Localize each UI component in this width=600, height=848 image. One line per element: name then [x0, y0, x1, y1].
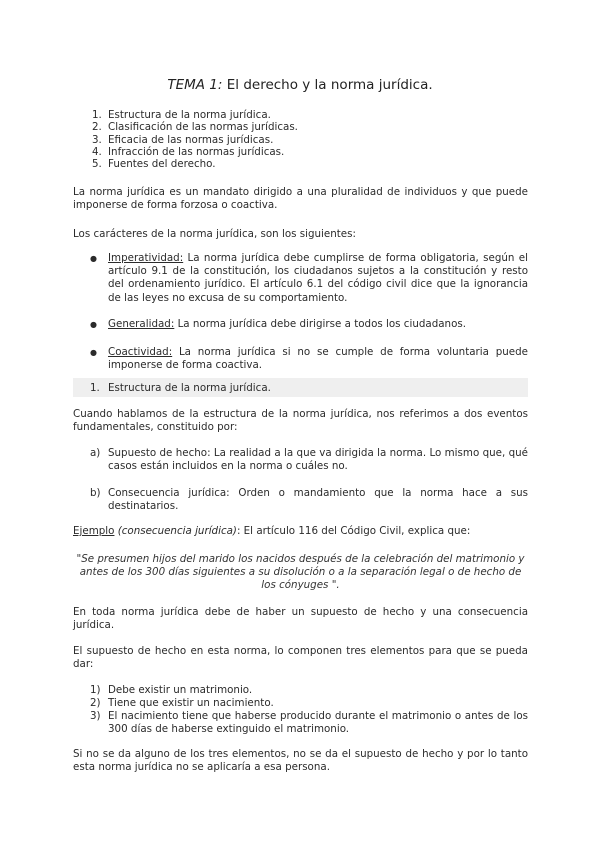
elemento-matrimonio: Debe existir un matrimonio. — [108, 684, 253, 696]
conclusion-paragraph: Si no se da alguno de los tres elementos, no se da el supuesto de hecho y por lo tanto esta norma jurídica no se aplicaría a esa persona. — [73, 748, 528, 774]
article-quote: "Se presumen hijos del marido los nacidos después de la celebración del matrimonio y antes de los 300 días siguientes a su disolución o a la separación legal o de hecho de los cónyuges ". — [76, 553, 525, 592]
bullet-icon: ● — [90, 320, 97, 329]
toc-item: 2. Clasificación de las normas jurídicas. — [92, 121, 298, 134]
number-marker: 3) — [90, 710, 101, 722]
toda-norma-paragraph: En toda norma jurídica debe de haber un supuesto de hecho y una consecuencia jurídica. — [73, 606, 528, 632]
bullet-icon: ● — [90, 254, 97, 263]
table-of-contents — [92, 109, 298, 170]
section-heading: Estructura de la norma jurídica. — [108, 382, 271, 394]
toc-item: 1. Estructura de la norma jurídica. — [92, 109, 271, 121]
number-marker: 1) — [90, 684, 101, 696]
bullet-imperatividad: Imperatividad: La norma jurídica debe cumplirse de forma obligatoria, según el artículo 9.1 de la constitución, los ciudadanos sujetos a la constitución y resto del ordenamiento jurídico. El artículo 6.1 del código civil dice que la ignorancia de las leyes no excusa de su comportamiento. — [108, 252, 528, 304]
letter-marker: a) — [90, 447, 101, 459]
bullet-generalidad: Generalidad: La norma jurídica debe dirigirse a todos los ciudadanos. — [108, 318, 467, 330]
estructura-intro: Cuando hablamos de la estructura de la norma jurídica, nos referimos a dos eventos fundamentales, constituido por: — [73, 408, 528, 434]
supuesto-intro: El supuesto de hecho en esta norma, lo componen tres elementos para que se pueda dar: — [73, 645, 528, 671]
title-prefix: TEMA 1: — [167, 77, 223, 93]
bullet-coactividad: Coactividad: La norma jurídica si no se cumple de forma voluntaria puede imponerse de forma coactiva. — [108, 346, 528, 372]
title-text: El derecho y la norma jurídica. — [222, 77, 433, 93]
caracteres-intro: Los carácteres de la norma jurídica, son los siguientes: — [73, 228, 356, 240]
toc-item: 5. Fuentes del derecho. — [92, 158, 216, 171]
intro-paragraph: La norma jurídica es un mandato dirigido a una pluralidad de individuos y que puede imponerse de forma forzosa o coactiva. — [73, 186, 528, 212]
elemento-durante-matrimonio: El nacimiento tiene que haberse producido durante el matrimonio o antes de los 300 días de haberse extinguido el matrimonio. — [108, 710, 528, 736]
letter-marker: b) — [90, 487, 101, 499]
elemento-nacimiento: Tiene que existir un nacimiento. — [108, 697, 274, 709]
supuesto-de-hecho-item: Supuesto de hecho: La realidad a la que va dirigida la norma. Lo mismo que, qué casos están incluidos en la norma o cuáles no. — [108, 447, 528, 473]
toc-item: 3. Eficacia de las normas jurídicas. — [92, 133, 274, 146]
bullet-icon: ● — [90, 348, 97, 357]
page-title — [0, 77, 600, 93]
consecuencia-juridica-item: Consecuencia jurídica: Orden o mandamiento que la norma hace a sus destinatarios. — [108, 487, 528, 513]
section-heading-number: 1. — [90, 382, 100, 394]
ejemplo-paragraph: Ejemplo (consecuencia jurídica): El artículo 116 del Código Civil, explica que: — [73, 525, 471, 537]
toc-item: 4. Infracción de las normas jurídicas. — [92, 145, 285, 158]
number-marker: 2) — [90, 697, 101, 709]
